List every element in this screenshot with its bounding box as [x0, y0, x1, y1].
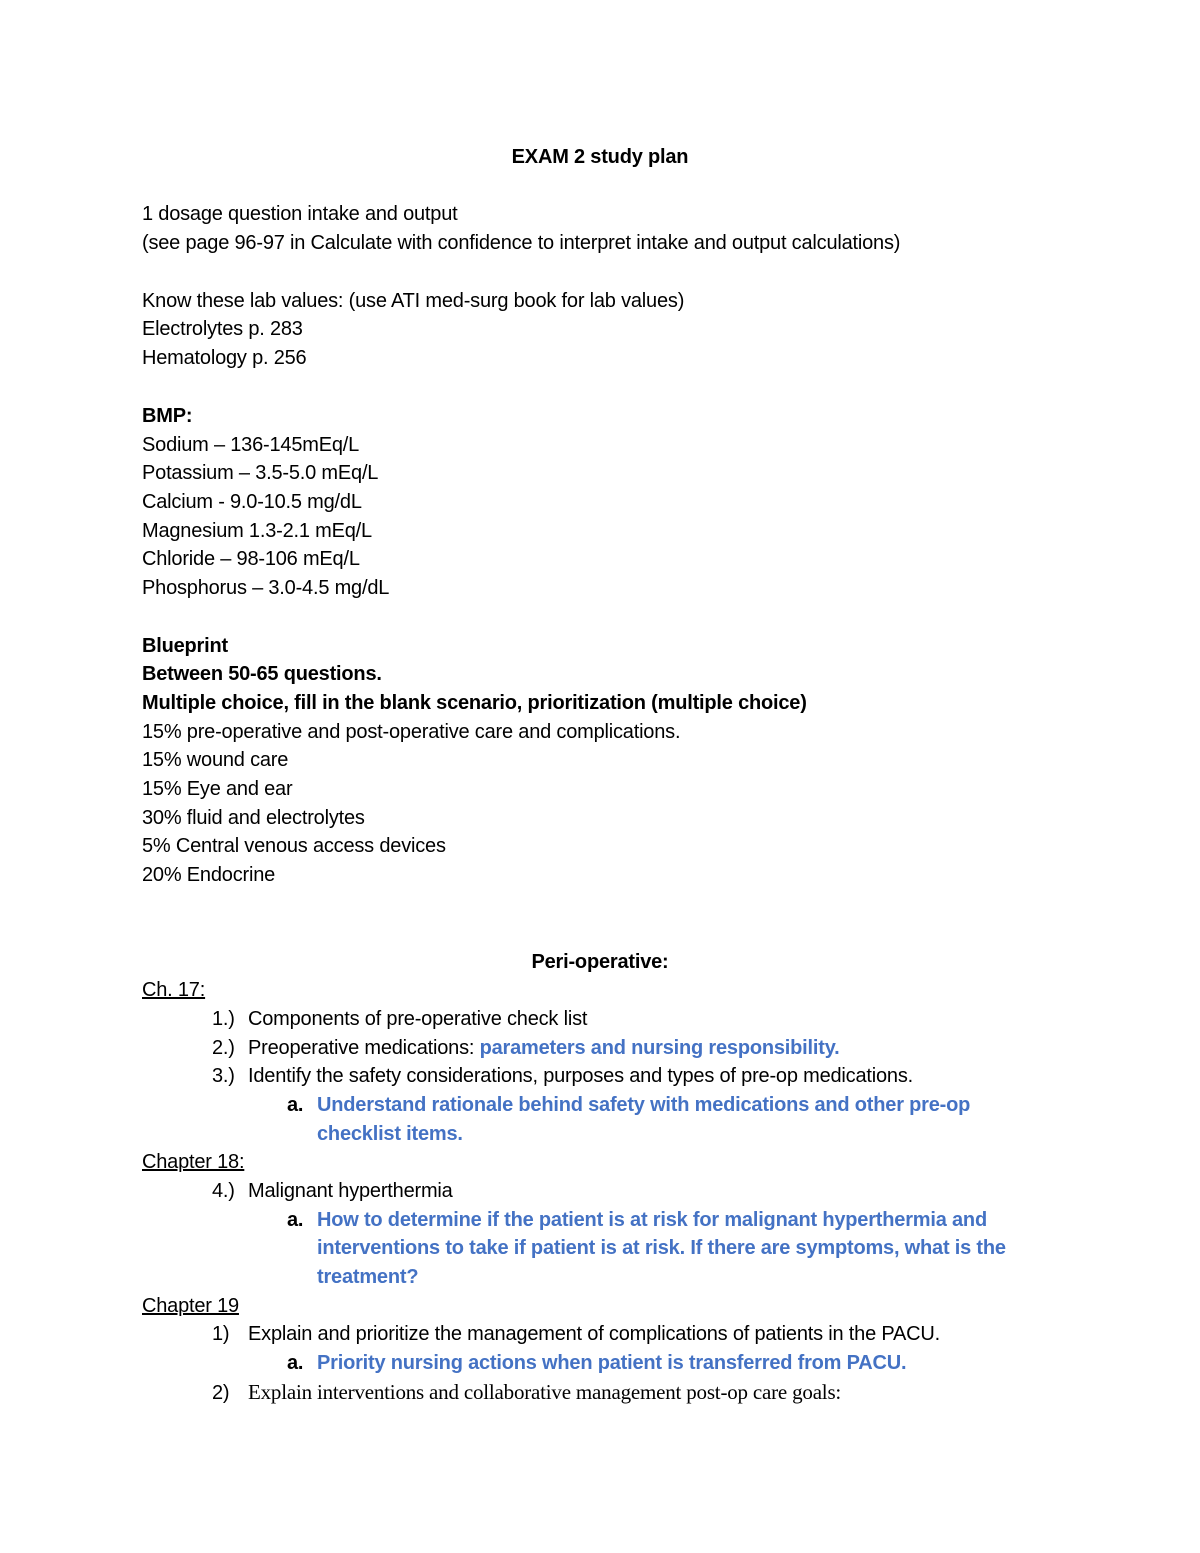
blueprint-item: 5% Central venous access devices: [142, 835, 446, 857]
blueprint-item: 15% pre-operative and post-operative care and complications.: [142, 721, 681, 743]
list-text: Preoperative medications:: [248, 1037, 480, 1059]
chapter-18-heading: Chapter 18:: [142, 1151, 245, 1173]
ch18-item-4a-continued: interventions to take if patient is at risk. If there are symptoms, what is the: [317, 1237, 1006, 1259]
ch19-item-2: [212, 1378, 841, 1407]
blueprint-item: 15% Eye and ear: [142, 778, 293, 800]
chapter-17-heading: Ch. 17:: [142, 979, 206, 1001]
list-text: Priority nursing actions when patient is transferred from PACU.: [317, 1352, 907, 1374]
list-number: 2): [212, 1382, 230, 1404]
labs-electrolytes: Electrolytes p. 283: [142, 318, 303, 340]
list-text: Understand rationale behind safety with medications and other pre-op: [317, 1094, 971, 1116]
blueprint-item: 20% Endocrine: [142, 864, 276, 886]
bmp-item: Phosphorus – 3.0-4.5 mg/dL: [142, 577, 390, 599]
labs-heading: Know these lab values: (use ATI med-surg book for lab values): [142, 290, 685, 312]
ch17-item-3a-continued: checklist items.: [317, 1123, 463, 1145]
list-number: 1.): [212, 1008, 235, 1030]
bmp-heading: BMP:: [142, 405, 193, 427]
list-text: Explain and prioritize the management of complications of patients in the PACU.: [248, 1323, 940, 1345]
intro-line-2: (see page 96-97 in Calculate with confidence to interpret intake and output calculations): [142, 232, 901, 254]
list-text: Malignant hyperthermia: [248, 1180, 453, 1202]
ch17-item-2: [212, 1034, 840, 1062]
intro-line-1: 1 dosage question intake and output: [142, 203, 458, 225]
document-title: EXAM 2 study plan: [511, 146, 689, 168]
bmp-item: Calcium - 9.0-10.5 mg/dL: [142, 491, 362, 513]
list-text: How to determine if the patient is at risk for malignant hyperthermia and: [317, 1209, 987, 1231]
bmp-item: Chloride – 98-106 mEq/L: [142, 548, 360, 570]
ch19-item-1: [212, 1320, 940, 1348]
list-number: 4.): [212, 1180, 235, 1202]
list-text: Components of pre-operative check list: [248, 1008, 588, 1030]
ch18-item-4a: [287, 1206, 987, 1234]
list-letter: a.: [287, 1094, 304, 1116]
ch18-item-4a-continued: treatment?: [317, 1266, 419, 1288]
list-note: parameters and nursing responsibility.: [479, 1037, 840, 1059]
list-number: 3.): [212, 1065, 235, 1087]
blueprint-item: 15% wound care: [142, 749, 289, 771]
blueprint-types: Multiple choice, fill in the blank scenario, prioritization (multiple choice): [142, 692, 807, 714]
bmp-item: Magnesium 1.3-2.1 mEq/L: [142, 520, 372, 542]
list-letter: a.: [287, 1209, 304, 1231]
list-number: 1): [212, 1323, 230, 1345]
list-text: Explain interventions and collaborative management post-op care goals:: [248, 1380, 842, 1404]
blueprint-heading: Blueprint: [142, 635, 228, 657]
bmp-item: Potassium – 3.5-5.0 mEq/L: [142, 462, 379, 484]
list-letter: a.: [287, 1352, 304, 1374]
ch18-item-4: [212, 1177, 453, 1205]
labs-hematology: Hematology p. 256: [142, 347, 307, 369]
list-number: 2.): [212, 1037, 235, 1059]
blueprint-questions: Between 50-65 questions.: [142, 663, 382, 685]
ch17-item-3a: [287, 1091, 970, 1119]
bmp-item: Sodium – 136-145mEq/L: [142, 434, 360, 456]
list-text: Identify the safety considerations, purposes and types of pre-op medications.: [248, 1065, 913, 1087]
ch19-item-1a: [287, 1349, 906, 1377]
ch17-item-1: [212, 1005, 587, 1033]
blueprint-item: 30% fluid and electrolytes: [142, 807, 365, 829]
perioperative-heading: Peri-operative:: [531, 951, 669, 973]
ch17-item-3: [212, 1062, 913, 1090]
chapter-19-heading: Chapter 19: [142, 1295, 239, 1317]
